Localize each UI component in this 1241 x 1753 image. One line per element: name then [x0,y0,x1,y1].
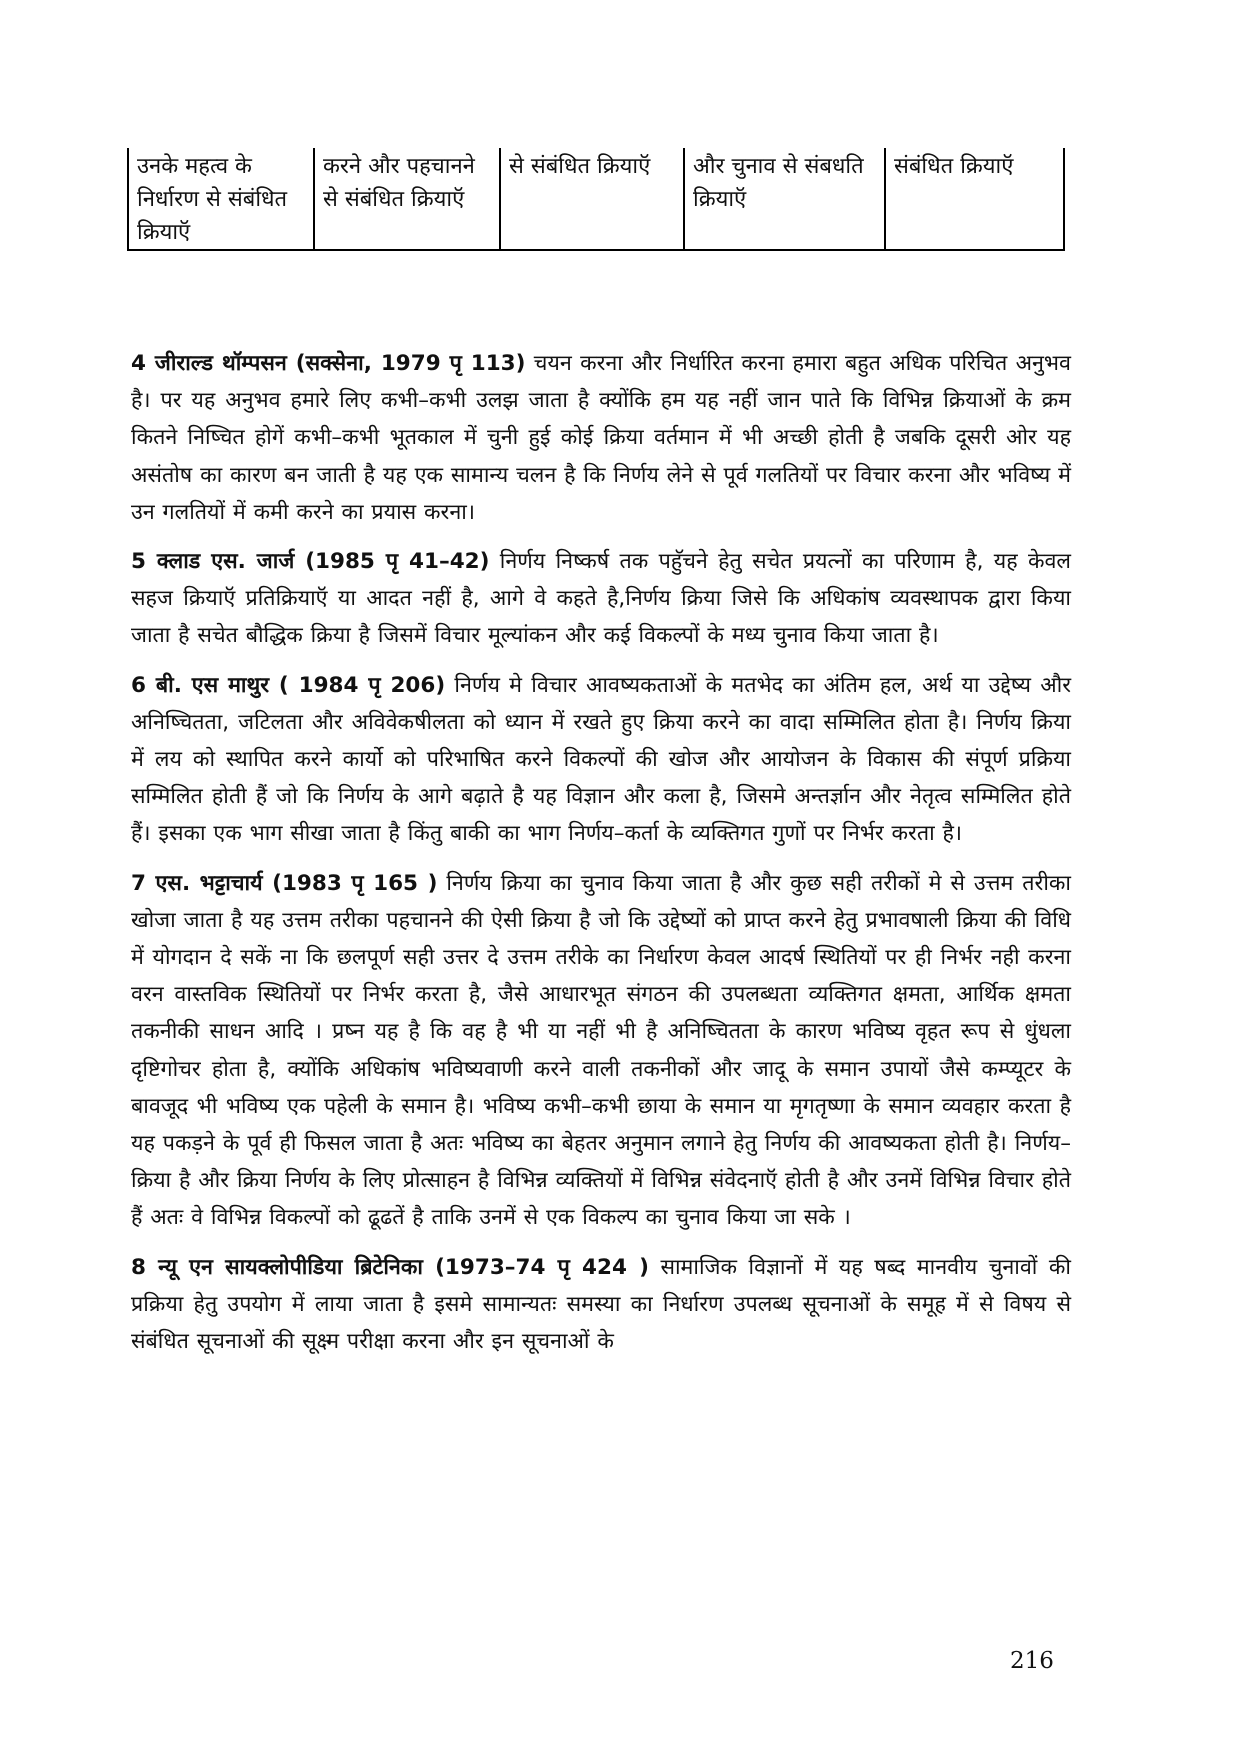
body-text [131,345,1071,1372]
paragraph-text: चयन करना और निर्धारित करना हमारा बहुत अधिक परिचित अनुभव है। पर यह अनुभव हमारे लिए कभी–कभी उलझ जाता है क्योंकि हम यह नहीं जान पाते कि विभिन्न क्रियाओं के क्रम कितने निष्चित होगें कभी–कभी भूतकाल में चुनी हुई कोई क्रिया वर्तमान में भी अच्छी होती है जबकि दूसरी ओर यह असंतोष का कारण बन जाती है यह एक सामान्य चलन है कि निर्णय लेने से पूर्व गलतियों पर विचार करना और भविष्य में उन गलतियों में कमी करने का प्रयास करना। [131,351,1071,525]
citation-heading: 6 बी. एस माथुर ( 1984 पृ 206) [131,672,446,698]
table-cell: उनके महत्व के निर्धारण से संबंधित क्रियाऍ [128,148,314,250]
table-cell: और चुनाव से संबधति क्रियाऍ [684,148,885,250]
paragraph-6 [131,667,1071,853]
table-row [128,148,1064,250]
continuation-table [127,148,1065,251]
citation-heading: 5 क्लाड एस. जार्ज (1985 पृ 41–42) [131,549,490,575]
paragraph-4 [131,345,1071,531]
table-cell: से संबंधित क्रियाऍ [500,148,684,250]
paragraph-text: निर्णय मे विचार आवष्यकताओं के मतभेद का अंतिम हल, अर्थ या उद्देष्य और अनिष्चितता, जटिलता और अविवेकषीलता को ध्यान में रखते हुए क्रिया करने का वादा सम्मिलित होता है। निर्णय क्रिया में लय को स्थापित करने कार्यो को परिभाषित करने विकल्पों की खोज और आयोजन के विकास की संपूर्ण प्रक्रिया सम्मिलित होती हैं जो कि निर्णय के आगे बढ़ाते है यह विज्ञान और कला है, जिसमे अन्तर्ज्ञान और नेतृत्व सम्मिलित होते हैं। इसका एक भाग सीखा जाता है किंतु बाकी का भाग निर्णय–कर्ता के व्यक्तिगत गुणों पर निर्भर करता है। [131,672,1071,847]
paragraph-text: निर्णय निष्कर्ष तक पहुॅचने हेतु सचेत प्रयत्नों का परिणाम है, यह केवल सहज क्रियाऍ प्रतिक्रियाऍ या आदत नहीं है, आगे वे कहते है,निर्णय क्रिया जिसे कि अधिकांष व्यवस्थापक द्वारा किया जाता है सचेत बौद्धिक क्रिया है जिसमें विचार मूल्यांकन और कई विकल्पों के मध्य चुनाव किया जाता है। [131,549,1071,649]
page-number: 216 [1010,1648,1054,1674]
citation-heading: 7 एस. भट्टाचार्य (1983 पृ 165 ) [131,870,438,896]
paragraph-text: सामाजिक विज्ञानों में यह षब्द मानवीय चुनावों की प्रक्रिया हेतु उपयोग में लाया जाता है इसमे सामान्यतः समस्या का निर्धारण उपलब्ध सूचनाओं के समूह में से विषय से संबंधित सूचनाओं की सूक्ष्म परीक्षा करना और इन सूचनाओं के [131,1254,1071,1355]
citation-heading: 8 न्यू एन सायक्लोपीडिया ब्रिटेनिका (1973–74 पृ 424 ) [131,1254,649,1280]
table-cell: करने और पहचानने से संबंधित क्रियाऍ [314,148,500,250]
paragraph-8 [131,1249,1071,1361]
paragraph-7 [131,865,1071,1237]
paragraph-text: निर्णय क्रिया का चुनाव किया जाता है और कुछ सही तरीकों मे से उत्तम तरीका खोजा जाता है यह उत्तम तरीका पहचानने की ऐसी क्रिया है जो कि उद्देष्यों को प्राप्त करने हेतु प्रभावषाली क्रिया की विधि में योगदान दे सकें ना कि छलपूर्ण सही उत्तर दे उत्तम तरीके का निर्धारण केवल आदर्ष स्थितियों पर ही निर्भर नही करना वरन वास्तविक स्थितियों पर निर्भर करता है, जैसे आधारभूत संगठन की उपलब्धता व्यक्तिगत क्षमता, आर्थिक क्षमता तकनीकी साधन आदि । प्रष्न यह है कि वह है भी या नहीं भी है अनिष्चितता के कारण भविष्य वृहत रूप से धुंधला दृष्टिगोचर होता है, क्योंकि अधिकांष भविष्यवाणी करने वाली तकनीकों और जादू के समान उपायों जैसे कम्प्यूटर के बावजूद भी भविष्य एक पहेली के समान है। भविष्य कभी–कभी छाया के समान या मृगतृष्णा के समान व्यवहार करता है यह पकड़ने के पूर्व ही फिसल जाता है अतः भविष्य का बेहतर अनुमान लगाने हेतु निर्णय की आवष्यकता होती है। निर्णय–क्रिया है और क्रिया निर्णय के लिए प्रोत्साहन है विभिन्न व्यक्तियों में विभिन्न संवेदनाऍ होती है और उनमें विभिन्न विचार होते हैं अतः वे विभिन्न विकल्पों को ढूढतें है ताकि उनमें से एक विकल्प का चुनाव किया जा सके । [131,870,1071,1231]
table-cell: संबंधित क्रियाऍ [885,148,1064,250]
paragraph-5 [131,543,1071,655]
citation-heading: 4 जीराल्ड थॉम्पसन (सक्सेना, 1979 पृ 113) [131,351,526,376]
